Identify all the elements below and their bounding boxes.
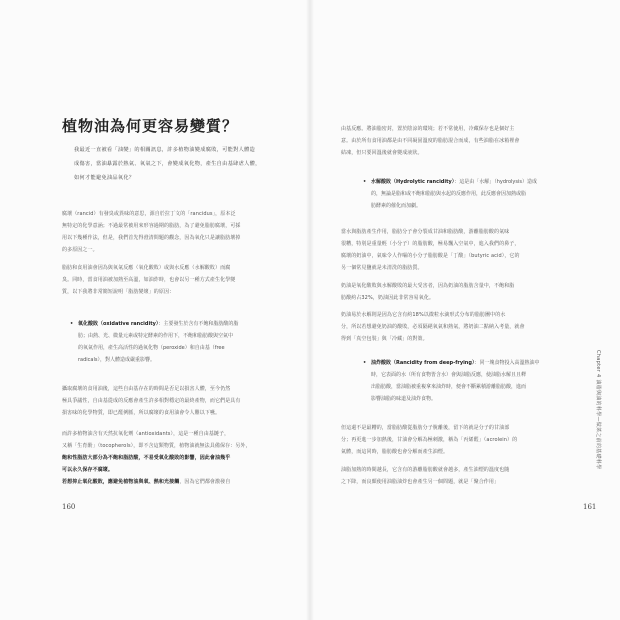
text-line: 氣體，而這同時，脂肪酸也會分解而產生油煙。	[341, 449, 449, 455]
emphasis-line: 飽和性脂肪大部分為不飽和脂肪酸，不易受氧化酸敗的影響，因此會油幾乎	[62, 455, 231, 461]
bullet-dot: •	[70, 321, 74, 327]
paragraph	[341, 123, 565, 159]
text-line: 的，無論是脂和或不飽和脂肪與水起的反應作用，此反應會因加熱或脂	[371, 191, 527, 197]
text-line: 意。由於所有食用油都是由不同凝固溫度的脂肪混合而成，有些油脂在冰箱裡會	[341, 138, 520, 144]
text-line: 肪；由熱、光、微量元素或特定酵素的作用下，不飽和脂肪酸與空氣中	[78, 333, 234, 339]
paragraph	[341, 280, 565, 304]
text-line: 肪酸約占32%，奶油因此非常容易氧化。	[341, 295, 435, 301]
intro-block	[74, 143, 289, 185]
text-line: 的多原因之一。	[62, 247, 98, 253]
text-line: ：同一塊食物投入高溫熱油中	[474, 360, 540, 366]
text-line: radicals），對人體造成嚴重影響。	[78, 357, 155, 363]
text-line: 當水與脂肪產生作用，脂肪分子會分裂成甘油和脂肪酸，游離脂肪酸的氣味	[341, 229, 510, 235]
text-line: 分；再更進一步加熱後，甘油會分解為極刺激，稱為「丙烯醛」（acrolein）的	[341, 437, 518, 443]
text-line: 奶油是氧化酸敗與水解酸敗的最大受害者，因為奶油的脂肪含量中，不飽和脂	[341, 283, 515, 289]
text-line: 的氧氣作用，產生高活性的過氧化物（peroxide）和自由基（free	[78, 345, 225, 351]
bullet-dot: •	[363, 360, 367, 366]
text-line: 影響油脂的味道及油炸食物。	[371, 396, 437, 402]
text-line: 分，所以若想避免奶油的酸敗，必須隔絕氧氣和熱氣，將奶油二點納入考量，就會	[341, 324, 525, 330]
text-line: ，因為它們都會激發自	[179, 479, 231, 485]
paragraph	[341, 226, 565, 274]
emphasis-line: 可以永久保存不腐壞。	[62, 467, 114, 473]
book-gutter	[306, 0, 314, 620]
paragraph	[341, 422, 565, 458]
page-number-right: 161	[583, 503, 597, 511]
text-line: 攝取腐壞的食用油後，這些自由基存在的時間是否足以損害人體，至今仍然	[62, 386, 231, 392]
text-line: 脂肪和食用油會因為與氧氣反應（氧化酸敗）或與水反應（水解酸敗）而腐	[62, 265, 231, 271]
bullet-dot: •	[363, 179, 367, 185]
page-number-left: 160	[62, 503, 76, 511]
intro-line: 如何才能避免油品氧化？	[74, 175, 135, 181]
paragraph	[341, 464, 565, 488]
text-line: 之下降，而良頗使用油脂油炸也會產生另一個問題，就是「聚合作用」	[341, 479, 500, 485]
text-line: 出脂肪酸，當油脂被重複拿來油炸時，便會不斷累積游離脂肪酸，進而	[371, 384, 527, 390]
section-title: 植物油為何更容易變質？	[62, 117, 239, 135]
text-line: 肪酵素的催化而加劇。	[371, 203, 422, 209]
text-line: 臭。同時，當食用油被加熱至高溫，如油炸時，也會以另一種方式產生化學變	[62, 277, 236, 283]
chapter-side-tab	[592, 350, 604, 480]
emphasis-text: 若想抑止氧化酸敗，應避免植物油與氧、熱和光接觸	[62, 479, 180, 485]
text-line: 很糟，特別是重量輕（小分子）的脂肪酸，極易飄入空氣中，進入我們的鼻子，	[341, 241, 520, 247]
text-line: 又稱「生育酚」（tocopherols），即不含這類物質，植物油就無法具備保存：另外，	[62, 443, 251, 449]
paragraph	[341, 309, 565, 345]
text-line: 腐壞（rancid）有發臭或異味的意思，源自於拉丁文的「rancidus」，原本泛	[62, 211, 236, 217]
text-line: 極具爭議性，自由基從成的反應會產生許多相對穩定的最終產物，而它們是具有	[62, 398, 241, 404]
text-line: ：主要發生於含有不飽和脂肪酸的脂	[158, 321, 239, 327]
paragraph	[62, 383, 284, 419]
bullet-hydrolytic	[363, 176, 565, 212]
text-line: 損害味的化學物質，即已醛例脈，所以腐壞的食用油會令人難以下嚥。	[62, 410, 221, 416]
text-line: 另一個常見鹽就是未清洗的脂肪質。	[341, 265, 423, 271]
paragraph	[62, 262, 284, 298]
text-line: 油脂加熱的時間越長，它含有的游離脂肪酸就會越多，產生油煙的溫度也隨	[341, 467, 510, 473]
paragraph	[62, 428, 284, 488]
text-line: 得到「真空包裝」與「冷藏」的對策。	[341, 336, 428, 342]
text-line: 奶油易於水解則是因為它含有約18%以微粒水滴形式分布的脂肪團中的水	[341, 312, 506, 318]
text-line: 由基反應。將油脂密封，置於陰涼的環境；若不常使用，冷藏保存也是個好主	[341, 126, 515, 132]
text-line: 用以下幾種作法，但是，我們首先得澄清問題的觀念，因為氧化只是讓脂肪壞掉	[62, 235, 241, 241]
text-line: 質，以下我將非常簡短說明「脂肪變壞」的原因：	[62, 289, 175, 295]
bullet-oxidative	[70, 318, 284, 366]
text-line: 但這還不是最糟的，當脂肪酸從脂肪分子脫離後，留下的就是分子的甘油部	[341, 425, 510, 431]
text-line: 無特定的化學意涵；不過最常被用來形容過期的脂肪，為了避免脂肪腐壞，可採	[62, 223, 241, 229]
bullet-term: 氧化酸敗（oxidative rancidity）	[78, 321, 159, 327]
bullet-deep-frying	[363, 357, 565, 405]
text-line: 腐壞的奶油中，氣味令人作嘔的小分子脂肪酸是「丁酸」（butyric acid），它的	[341, 253, 520, 259]
paragraph	[62, 208, 284, 256]
intro-line: 我最近一直被看「油變」的相關訊息，許多植物油變成腐敗，可能對人體造	[74, 147, 256, 153]
text-line: ：這是由「水解」（hydrolysis）造成	[454, 179, 537, 185]
bullet-term: 油炸酸敗（Rancidity from deep-frying）	[371, 360, 475, 366]
bullet-term: 水解酸敗（Hydrolytic rancidity）	[371, 179, 455, 185]
intro-line: 成傷害，當油暴露於熱氣、氧氣之下，會變成氧化物，產生自由基肆虐人體，	[74, 161, 261, 167]
text-line: 結凍，但只要回溫後就會變成液狀。	[341, 150, 423, 156]
chapter-side-tab-label: Chapter 4 油脂與油的科學—做菜之前的基礎科學	[595, 350, 601, 470]
text-line: 而許多植物油含有天然抗氧化劑（antioxidants），這是一種自由基鏈子，	[62, 431, 230, 437]
text-line: 時，它表面的水（所有食物皆含水）會與油脂反應，使油脂水解且且釋	[371, 372, 527, 378]
